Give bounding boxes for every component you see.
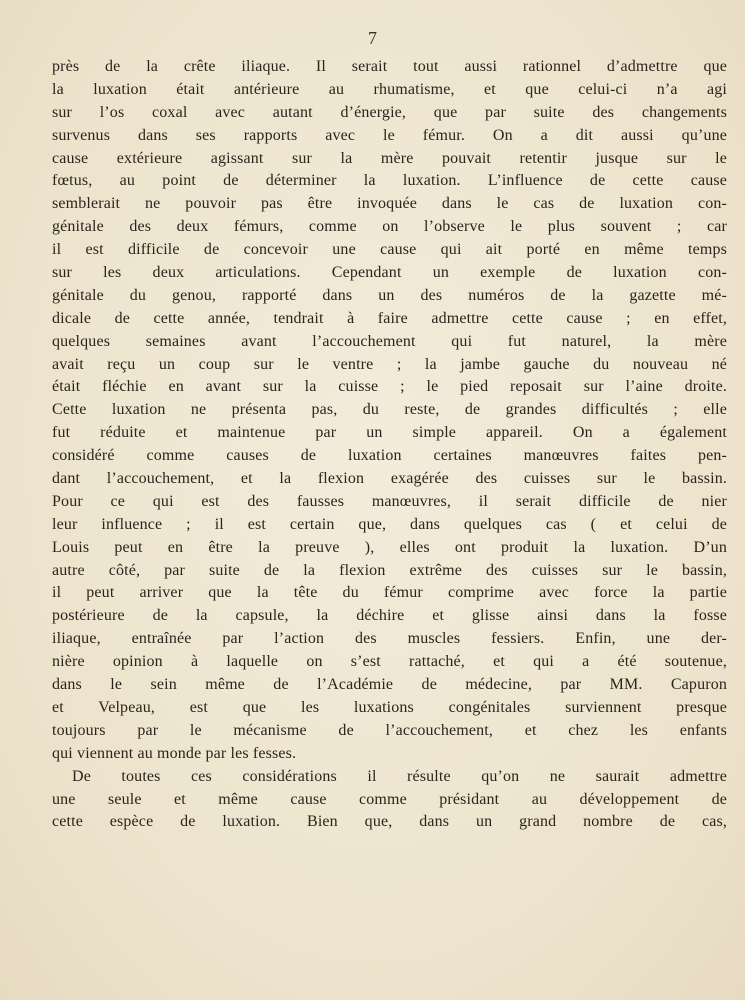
text-line: toujours par le mécanisme de l’accouchement, et chez les enfants bbox=[52, 721, 727, 739]
text-line: nière opinion à laquelle on s’est rattaché, et qui a été soutenue, bbox=[52, 653, 727, 671]
text-line: cette espèce de luxation. Bien que, dans un grand nombre de cas, bbox=[52, 813, 727, 831]
page-number: 7 bbox=[368, 28, 377, 48]
text-line: la luxation était antérieure au rhumatisme, et que celui-ci n’a agi bbox=[52, 80, 727, 98]
text-line: postérieure de la capsule, la déchire et glisse ainsi dans la fosse bbox=[52, 607, 727, 625]
text-line: iliaque, entraînée par l’action des muscles fessiers. Enfin, une der- bbox=[52, 630, 727, 648]
text-line: sur les deux articulations. Cependant un exemple de luxation con- bbox=[52, 264, 727, 282]
text-line: Louis peut en être la preuve ), elles ont produit la luxation. D’un bbox=[52, 538, 727, 556]
text-line: quelques semaines avant l’accouchement qui fut naturel, la mère bbox=[52, 332, 727, 350]
text-line: survenus dans ses rapports avec le fémur. On a dit aussi qu’une bbox=[52, 126, 727, 144]
text-line: il peut arriver que la tête du fémur comprime avec force la partie bbox=[52, 584, 727, 602]
text-line: et Velpeau, est que les luxations congénitales surviennent presque bbox=[52, 698, 727, 716]
text-line: génitale des deux fémurs, comme on l’observe le plus souvent ; car bbox=[52, 218, 727, 236]
text-line: était fléchie en avant sur la cuisse ; le pied reposait sur l’aine droite. bbox=[52, 378, 727, 396]
text-line-paragraph-start: De toutes ces considérations il résulte qu’on ne saurait admettre bbox=[72, 767, 727, 785]
body-text bbox=[52, 56, 727, 834]
text-line: près de la crête iliaque. Il serait tout aussi rationnel d’admettre que bbox=[52, 58, 727, 75]
text-line: Pour ce qui est des fausses manœuvres, il serait difficile de nier bbox=[52, 492, 727, 510]
text-line: autre côté, par suite de la flexion extrême des cuisses sur le bassin, bbox=[52, 561, 727, 579]
text-line: Cette luxation ne présenta pas, du reste, de grandes difficultés ; elle bbox=[52, 401, 727, 419]
text-line: il est difficile de concevoir une cause qui ait porté en même temps bbox=[52, 241, 727, 259]
text-line: semblerait ne pouvoir pas être invoquée dans le cas de luxation con- bbox=[52, 195, 727, 213]
text-line: une seule et même cause comme présidant au développement de bbox=[52, 790, 727, 808]
text-line: dant l’accouchement, et la flexion exagérée des cuisses sur le bassin. bbox=[52, 470, 727, 488]
text-line: fœtus, au point de déterminer la luxation. L’influence de cette cause bbox=[52, 172, 727, 190]
text-line: avait reçu un coup sur le ventre ; la jambe gauche du nouveau né bbox=[52, 355, 727, 373]
text-line-paragraph-end: qui viennent au monde par les fesses. bbox=[52, 744, 297, 762]
text-line: dans le sein même de l’Académie de médecine, par MM. Capuron bbox=[52, 676, 727, 694]
text-line: considéré comme causes de luxation certaines manœuvres faites pen- bbox=[52, 447, 727, 465]
text-line: dicale de cette année, tendrait à faire admettre cette cause ; en effet, bbox=[52, 309, 727, 327]
text-line: cause extérieure agissant sur la mère pouvait retentir jusque sur le bbox=[52, 149, 727, 167]
text-line: fut réduite et maintenue par un simple appareil. On a également bbox=[52, 424, 727, 442]
text-line: sur l’os coxal avec autant d’énergie, que par suite des changements bbox=[52, 103, 727, 121]
text-line: leur influence ; il est certain que, dans quelques cas ( et celui de bbox=[52, 515, 727, 533]
text-line: génitale du genou, rapporté dans un des numéros de la gazette mé- bbox=[52, 286, 727, 304]
